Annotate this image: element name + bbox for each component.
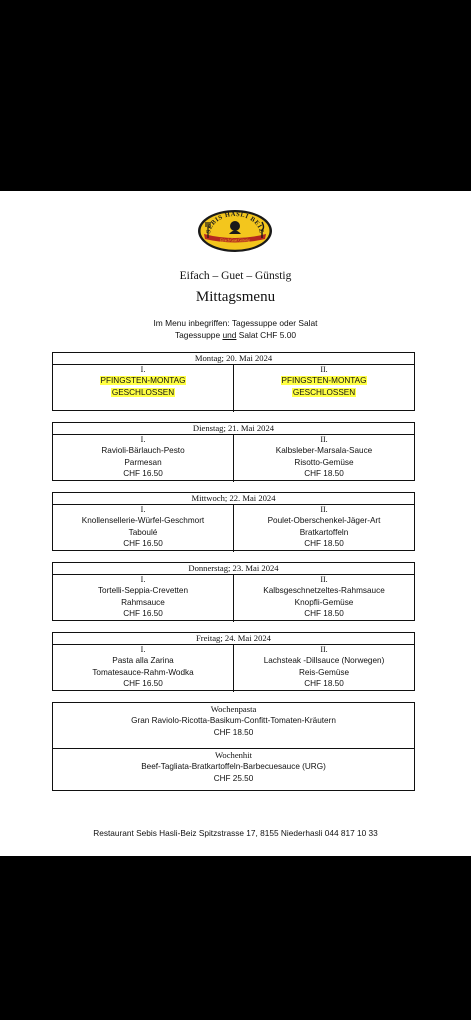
menu-number: II. <box>320 575 328 584</box>
menu-number: I. <box>140 365 146 374</box>
menu-line: Lachsteak -Dillsauce (Norwegen) <box>263 656 385 665</box>
day-box <box>52 632 415 691</box>
menu-line: Ravioli-Bärlauch-Pesto <box>101 446 185 455</box>
menu-number: I. <box>140 505 146 514</box>
menu-line: Taboulé <box>128 527 158 537</box>
menu-two <box>233 435 414 482</box>
menu-line: Poulet-Oberschenkel-Jäger-Art <box>267 516 381 525</box>
special-price: CHF 25.50 <box>213 773 254 783</box>
menu-line <box>53 387 233 399</box>
svg-text:Eifach Guet Günstig: Eifach Guet Günstig <box>220 238 250 243</box>
menu-number: II. <box>320 645 328 654</box>
menu-number: II. <box>320 435 328 444</box>
menu-number: II. <box>320 365 328 374</box>
intro-line-2: Tagessuppe und Salat CHF 5.00 <box>174 329 297 340</box>
menu-line <box>53 375 233 387</box>
menu-two <box>233 575 414 622</box>
day-heading: Montag; 20. Mai 2024 <box>53 353 414 365</box>
menu-line: CHF 16.50 <box>123 679 163 688</box>
menu-line: Bratkartoffeln <box>299 527 349 537</box>
intro-text <box>0 318 471 341</box>
closed-notice: GESCHLOSSEN <box>292 387 356 397</box>
day-heading: Donnerstag; 23. Mai 2024 <box>53 563 414 575</box>
menu-line: Parmesan <box>124 457 162 467</box>
day-box <box>52 492 415 551</box>
menu-line <box>234 375 414 387</box>
menu-line: CHF 16.50 <box>123 609 163 618</box>
menu-line: Knopfli-Gemüse <box>294 597 354 607</box>
menu-line: Risotto-Gemüse <box>294 457 354 467</box>
menu-two <box>233 645 414 692</box>
menu-one <box>53 575 233 622</box>
menu-two <box>233 365 414 412</box>
restaurant-logo <box>196 208 274 254</box>
closed-notice: PFINGSTEN-MONTAG <box>100 376 186 385</box>
menu-number: I. <box>140 645 146 654</box>
footer-address: Restaurant Sebis Hasli-Beiz Spitzstrasse 17, 8155 Niederhasli 044 817 10 33 <box>93 828 378 838</box>
closed-notice: PFINGSTEN-MONTAG <box>281 376 367 385</box>
menu-one <box>53 645 233 692</box>
day-box <box>52 422 415 481</box>
menu-one <box>53 365 233 412</box>
menu-line: Tomatesauce-Rahm-Wodka <box>92 667 194 677</box>
menu-line: CHF 16.50 <box>123 469 163 478</box>
menu-line: Kalbsleber-Marsala-Sauce <box>275 446 373 455</box>
menu-line: CHF 18.50 <box>304 469 344 478</box>
day-heading: Freitag; 24. Mai 2024 <box>53 633 414 645</box>
intro-line-1: Im Menu inbegriffen: Tagessuppe oder Salat <box>153 318 318 328</box>
day-heading: Mittwoch; 22. Mai 2024 <box>53 493 414 505</box>
special-heading: Wochenpasta <box>210 704 257 714</box>
day-heading: Dienstag; 21. Mai 2024 <box>53 423 414 435</box>
menu-line: Knollensellerie-Würfel-Geschmort <box>81 516 205 525</box>
day-box <box>52 352 415 411</box>
special-dishes <box>52 702 415 791</box>
menu-line: Rahmsauce <box>121 597 165 607</box>
svg-text:SEBIS HASLI BEIZ: SEBIS HASLI BEIZ <box>205 210 265 235</box>
menu-number: I. <box>140 435 146 444</box>
menu-two <box>233 505 414 552</box>
menu-line: Pasta alla Zarina <box>112 656 174 665</box>
slogan: Eifach – Guet – Günstig <box>179 270 292 282</box>
menu-one <box>53 435 233 482</box>
menu-line: CHF 18.50 <box>304 679 344 688</box>
menu-line: CHF 18.50 <box>304 539 344 548</box>
menu-line: CHF 18.50 <box>304 609 344 618</box>
menu-line: CHF 16.50 <box>123 539 163 548</box>
menu-line: Reis-Gemüse <box>298 667 350 677</box>
menu-line <box>234 387 414 399</box>
day-box <box>52 562 415 621</box>
special-line: Beef-Tagliata-Bratkartoffeln-Barbecuesauce (URG) <box>141 762 326 771</box>
menu-one <box>53 505 233 552</box>
page-title: Mittagsmenu <box>195 289 276 305</box>
menu-number: II. <box>320 505 328 514</box>
menu-number: I. <box>140 575 146 584</box>
closed-notice: GESCHLOSSEN <box>111 387 175 397</box>
special-price: CHF 18.50 <box>213 727 254 737</box>
menu-line: Kalbsgeschnetzeltes-Rahmsauce <box>263 586 385 595</box>
special-line: Gran Raviolo-Ricotta-Basikum-Confitt-Tomaten-Kräutern <box>131 716 336 725</box>
menu-line: Tortelli-Seppia-Crevetten <box>97 586 189 595</box>
menu-page <box>0 191 471 856</box>
special-heading: Wochenhit <box>214 750 252 760</box>
